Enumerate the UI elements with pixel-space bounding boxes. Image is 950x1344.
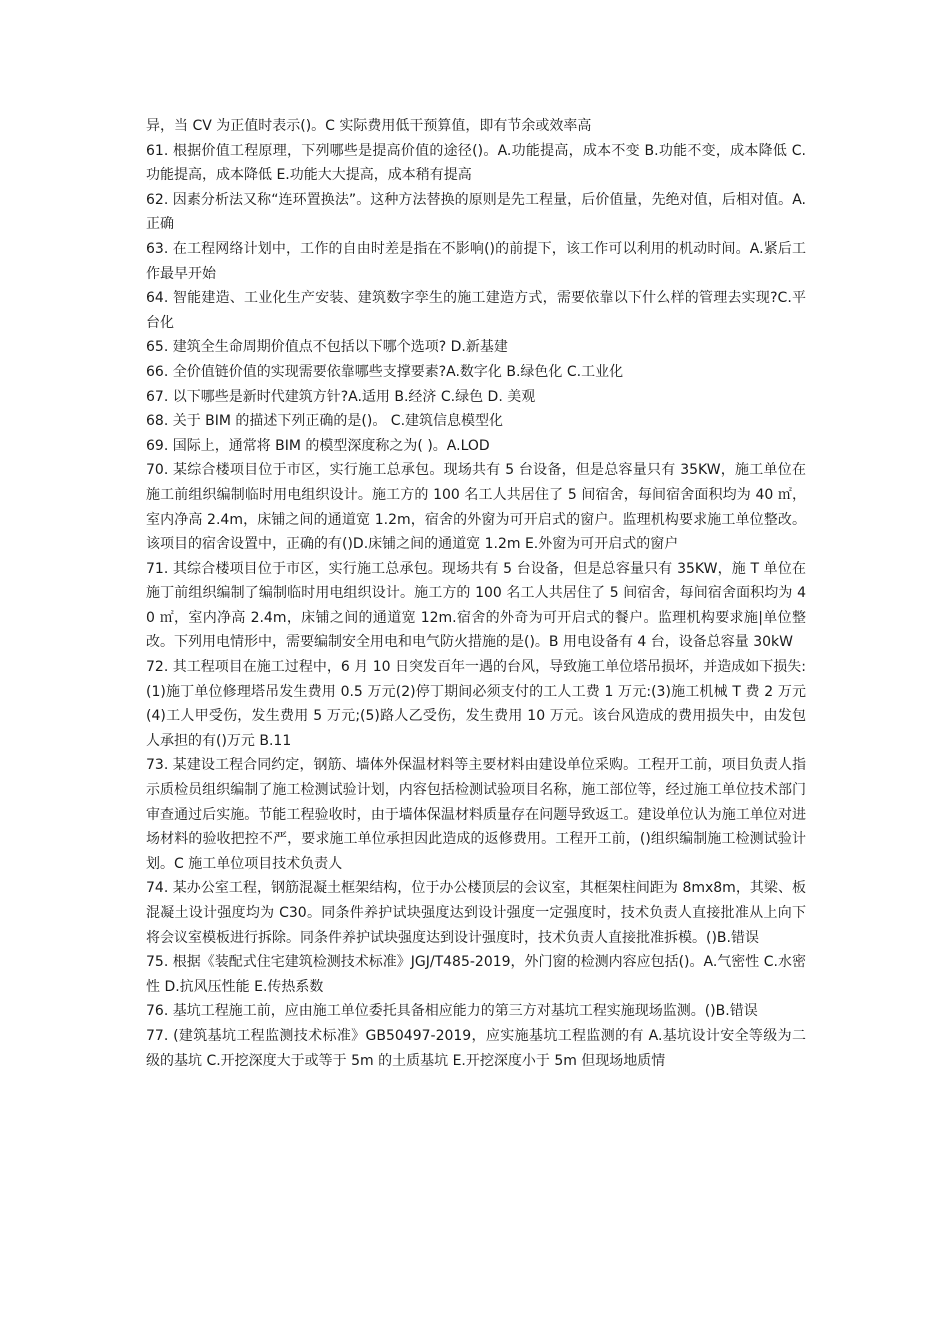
question-69: 69. 国际上，通常将 BIM 的模型深度称之为( )。A.LOD xyxy=(146,437,490,454)
question-73: 73. 某建设工程合同约定，钢筋、墙体外保温材料等主要材料由建设单位采购。工程开工前，项目负责人指示质检员组织编制了施工检测试验计划，内容包括检测试验项目名称，施工部位等，经过施工单位技术部门审查通过后实施。节能工程验收时，由于墙体保温材料质量存在问题导致返工。建设单位认为施工单位对进场材料的验收把控不严，要求施工单位承担因此造成的返修费用。工程开工前，()组织编制施工检测试验计划。C 施工单位项目技术负责人 xyxy=(146,757,806,872)
question-67: 67. 以下哪些是新时代建筑方针?A.适用 B.经济 C.绿色 D. 美观 xyxy=(146,388,536,405)
question-70: 70. 某综合楼项目位于市区，实行施工总承包。现场共有 5 台设备，但是总容量只有 35KW，施工单位在施工前组织编制临时用电组织设计。施工方的 100 名工人共居住了 5 间宿舍，每间宿舍面积均为 40 ㎡，室内净高 2.4m，床铺之间的通道宽 1.2m，宿舍的外窗为可开启式的窗户。监理机构要求施工单位整改。该项目的宿舍设置中，正确的有()D.床铺之间的通道宽 1.2m E.外窗为可开启式的窗户 xyxy=(146,462,806,553)
question-65: 65. 建筑全生命周期价值点不包括以下哪个选项? D.新基建 xyxy=(146,339,508,356)
question-68: 68. 关于 BIM 的描述下列正确的是()。 C.建筑信息模型化 xyxy=(146,413,504,430)
question-77: 77. (建筑基坑工程监测技术标准》GB50497-2019，应实施基坑工程监测的有 A.基坑设计安全等级为二级的基坑 C.开挖深度大于或等于 5m 的土质基坑 E.开挖深度小于 5m 但现场地质情 xyxy=(146,1027,806,1069)
question-76: 76. 基坑工程施工前，应由施工单位委托具备相应能力的第三方对基坑工程实施现场监测。()B.错误 xyxy=(146,1003,758,1020)
question-71: 71. 其综合楼项目位于市区，实行施工总承包。现场共有 5 台设备，但是总容量只有 35KW，施 T 单位在施丁前组织编制了编制临时用电组织设计。施工方的 100 名工人共居住了 5 间宿舍，每间宿舍面积均为 40 ㎡，室内净高 2.4m，床铺之间的通道宽 12m.宿舍的外奇为可开启式的餐户。监理机构要求施|单位整改。下列用电情形中，需要编制安全用电和电气防火措施的是()。B 用电设备有 4 台，设备总容量 30kW xyxy=(146,560,806,651)
question-72: 72. 其工程项目在施工过程中，6 月 10 日突发百年一遇的台风，导致施工单位塔吊损坏，并造成如下损失:(1)施丁单位修理塔吊发生费用 0.5 万元(2)停丁期间必须支付的工人工费 1 万元:(3)施工机械 T 费 2 万元(4)工人甲受伤，发生费用 5 万元;(5)路人乙受伤，发生费用 10 万元。该台风造成的费用损失中，由发包人承担的有()万元 B.11 xyxy=(146,659,806,749)
question-61: 61. 根据价值工程原理，下列哪些是提高价值的途径()。A.功能提高，成本不变 B.功能不变，成本降低 C.功能提高，成本降低 E.功能大大提高，成本稍有提高 xyxy=(146,142,806,184)
question-75: 75. 根据《装配式住宅建筑检测技术标准》JGJ/T485-2019，外门窗的检测内容应包括()。A.气密性 C.水密性 D.抗风压性能 E.传热系数 xyxy=(146,954,806,995)
paragraph-cv-intro: 异，当 CV 为正值时表示()。C 实际费用低干预算值，即有节余或效率高 xyxy=(146,118,592,134)
question-63: 63. 在工程网络计划中，工作的自由时差是指在不影响()的前提下，该工作可以利用的机动时间。A.紧后工作最早开始 xyxy=(146,240,806,282)
question-66: 66. 全价值链价值的实现需要依靠哪些支撑要素?A.数字化 B.绿色化 C.工业化 xyxy=(146,363,624,380)
question-64: 64. 智能建造、工业化生产安装、建筑数字孪生的施工建造方式，需要依靠以下什么样的管理去实现?C.平台化 xyxy=(146,290,806,331)
question-74: 74. 某办公室工程，钢筋混凝土框架结构，位于办公楼顶层的会议室，其框架柱间距为 8mx8m，其梁、板混凝土设计强度均为 C30。同条件养护试块强度达到设计强度一定强度时，技术负责人直接批准从上向下将会议室模板进行拆除。同条件养护试块强度达到设计强度时，技术负责人直接批准拆模。()B.错误 xyxy=(146,880,806,946)
question-62: 62. 因素分析法又称“连环置换法”。这种方法替换的原则是先工程量，后价值量，先绝对值，后相对值。A.正确 xyxy=(146,191,806,233)
document-page xyxy=(146,114,806,1073)
